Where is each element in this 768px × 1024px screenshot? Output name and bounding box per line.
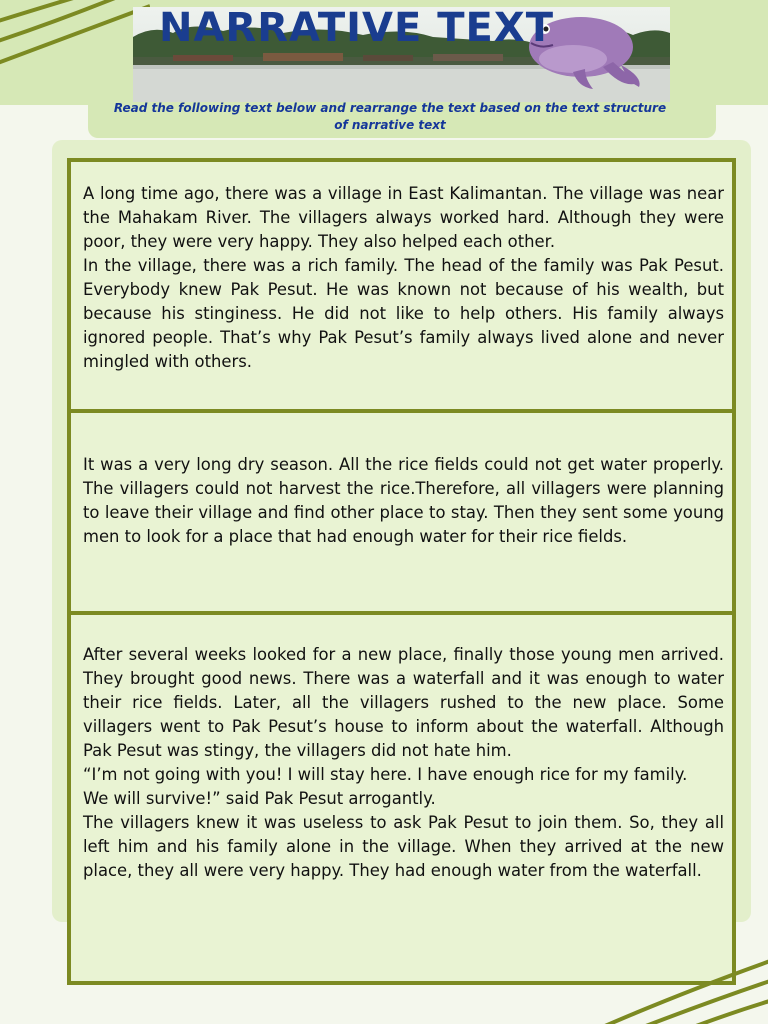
text-box-3: [67, 611, 736, 985]
text-box-2: [67, 409, 736, 617]
instruction-text: Read the following text below and rearrange the text based on the text structure of narrative text: [113, 101, 667, 132]
text-box-1-body: [83, 182, 724, 374]
paragraph: “I’m not going with you! I will stay here. I have enough rice for my family.: [83, 765, 688, 784]
paragraph: We will survive!” said Pak Pesut arrogantly.: [83, 789, 436, 808]
paragraph: A long time ago, there was a village in East Kalimantan. The village was near the Mahakam River. The villagers always worked hard. Although they were poor, they were very happy. They also helped each other.: [83, 184, 724, 251]
paragraph: The villagers knew it was useless to ask Pak Pesut to join them. So, they all left him and his family alone in the village. When they arrived at the new place, they all were very happy. They had enough water from the waterfall.: [83, 813, 724, 880]
text-box-1: [67, 158, 736, 415]
header-banner: [133, 7, 670, 102]
decorative-lines-top-left: [0, 0, 150, 70]
paragraph: It was a very long dry season. All the rice fields could not get water properly. The villagers could not harvest the rice.Therefore, all villagers were planning to leave their village and find other place to stay. Then they sent some young men to look for a place that had enough water for their rice fields.: [83, 455, 724, 546]
decorative-lines-bottom-right: [578, 954, 768, 1024]
text-box-3-body: [83, 643, 724, 883]
page-title: NARRATIVE TEXT: [159, 7, 554, 51]
paragraph: In the village, there was a rich family. The head of the family was Pak Pesut. Everybody knew Pak Pesut. He was known not because of his wealth, but because his stinginess. He did not like to help others. His family always ignored people. That’s why Pak Pesut’s family always lived alone and never mingled with others.: [83, 256, 724, 371]
text-box-2-body: [83, 453, 724, 549]
paragraph: After several weeks looked for a new place, finally those young men arrived. They brought good news. There was a waterfall and it was enough to water their rice fields. Later, all the villagers rushed to the new place. Some villagers went to Pak Pesut’s house to inform about the waterfall. Although Pak Pesut was stingy, the villagers did not hate him.: [83, 645, 724, 760]
